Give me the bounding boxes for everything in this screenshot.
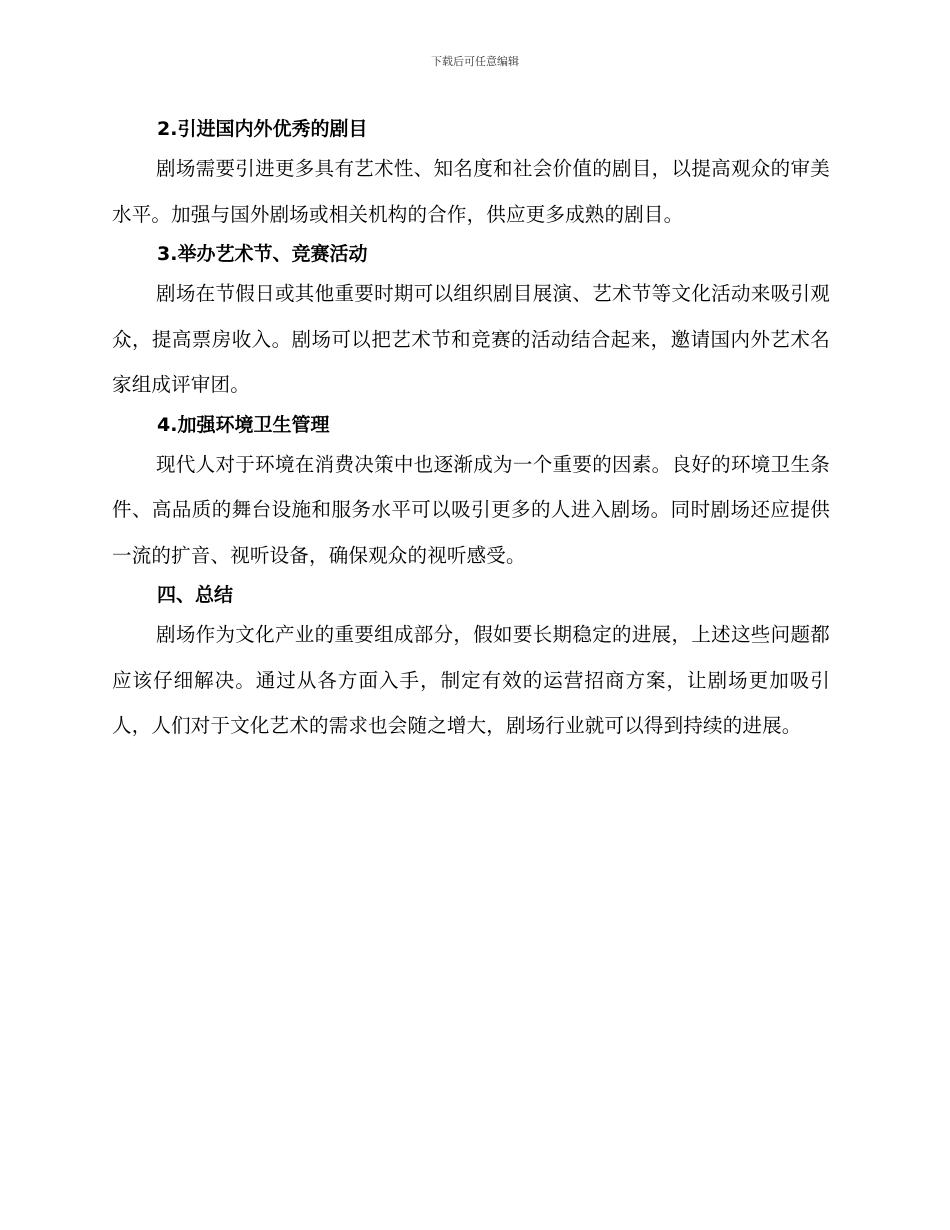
- section-paragraph: 剧场在节假日或其他重要时期可以组织剧目展演、艺术节等文化活动来吸引观众，提高票房收入。剧场可以把艺术节和竞赛的活动结合起来，邀请国内外艺术名家组成评审团。: [112, 282, 830, 396]
- page-header-note: 下载后可任意编辑: [431, 55, 519, 68]
- document-body: [112, 112, 830, 749]
- section-paragraph: 现代人对于环境在消费决策中也逐渐成为一个重要的因素。良好的环境卫生条件、高品质的舞台设施和服务水平可以吸引更多的人进入剧场。同时剧场还应提供一流的扩音、视听设备，确保观众的视听感受。: [112, 452, 830, 567]
- section-paragraph: 剧场需要引进更多具有艺术性、知名度和社会价值的剧目，以提高观众的审美水平。加强与国外剧场或相关机构的合作，供应更多成熟的剧目。: [112, 157, 830, 226]
- section-heading: 4.加强环境卫生管理: [157, 413, 330, 436]
- section-heading: 3.举办艺术节、竞赛活动: [157, 243, 368, 265]
- section-heading: 四、总结: [157, 584, 234, 606]
- section-heading: 2.引进国内外优秀的剧目: [157, 118, 368, 140]
- section-paragraph: 剧场作为文化产业的重要组成部分，假如要长期稳定的进展，上述这些问题都应该仔细解决。通过从各方面入手，制定有效的运营招商方案，让剧场更加吸引人，人们对于文化艺术的需求也会随之增大，剧场行业就可以得到持续的进展。: [112, 623, 830, 737]
